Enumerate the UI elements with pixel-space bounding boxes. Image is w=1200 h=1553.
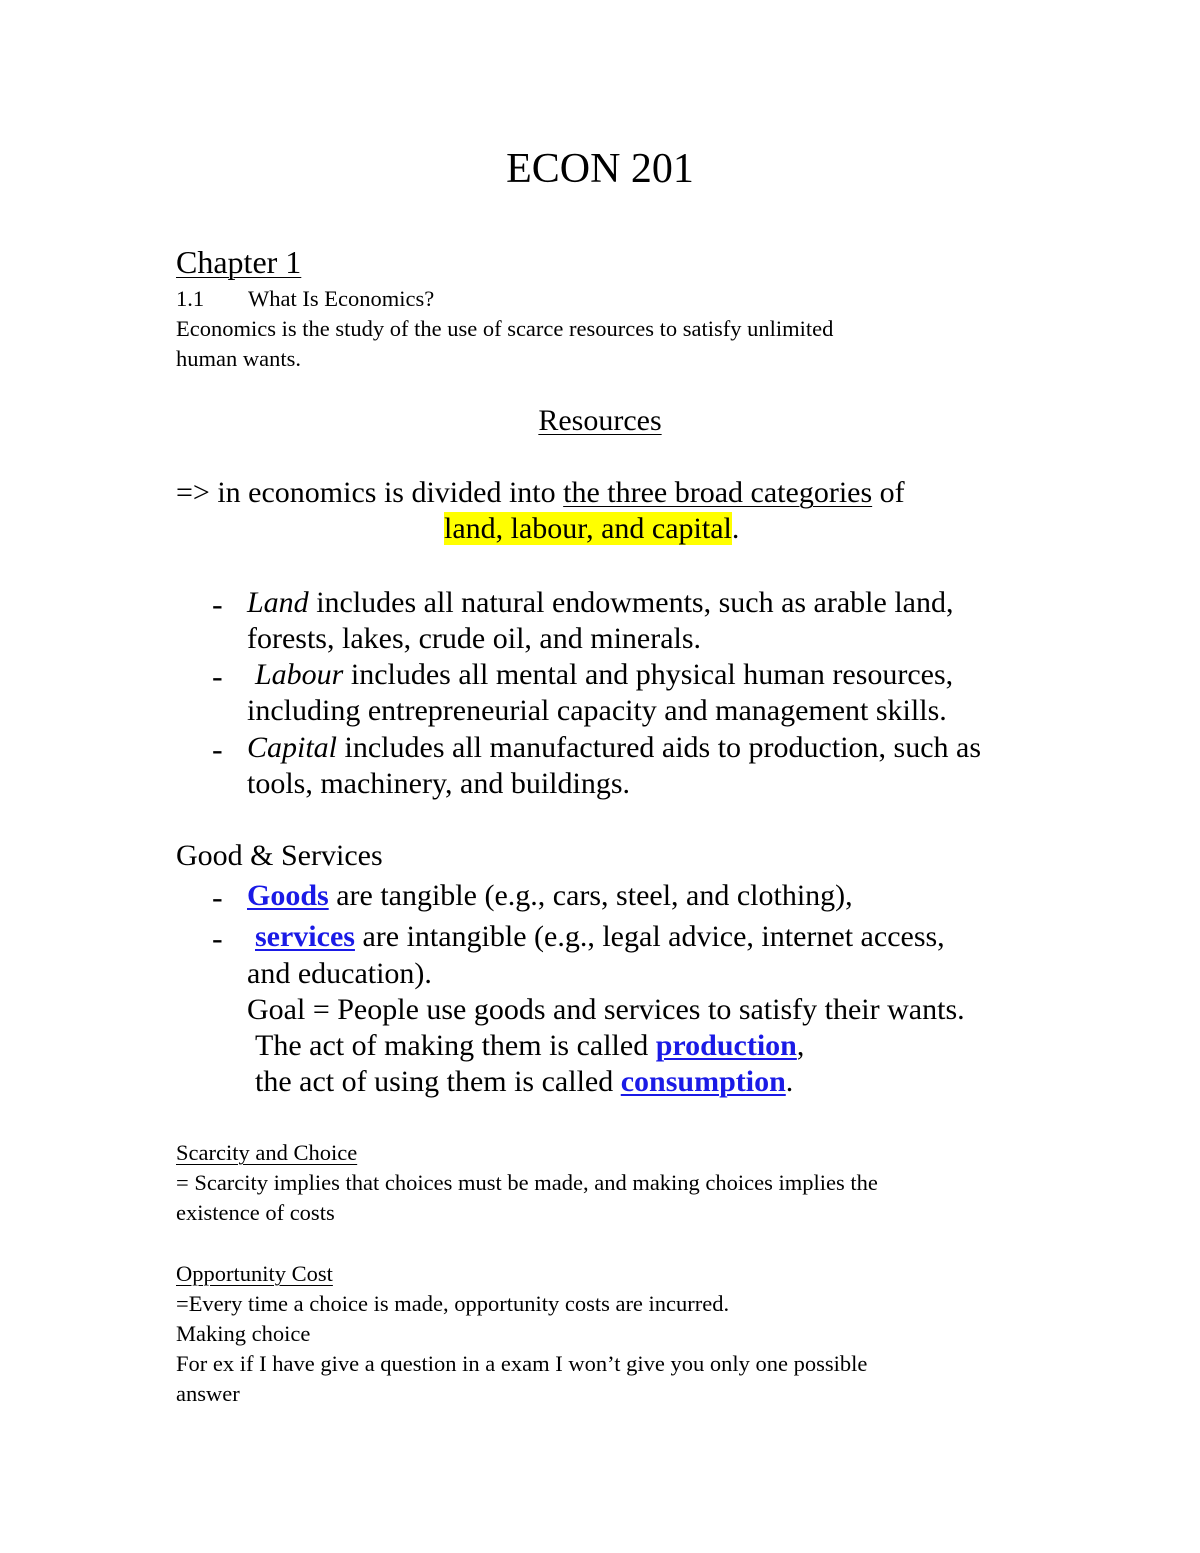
land-term: Land xyxy=(247,586,309,619)
goods-description: are tangible (e.g., cars, steel, and clothing), xyxy=(328,879,853,912)
goal-line: Goal = People use goods and services to satisfy their wants. xyxy=(247,993,965,1026)
resources-intro xyxy=(176,478,905,508)
resources-highlight-line xyxy=(444,514,739,544)
labour-description: includes all mental and physical human resources, xyxy=(343,658,954,691)
capital-item-line1 xyxy=(247,733,981,763)
labour-term: Labour xyxy=(255,658,344,691)
consumption-link[interactable]: consumption xyxy=(620,1065,786,1098)
resources-intro-suffix: of xyxy=(872,476,905,509)
labour-item-line2: including entrepreneurial capacity and management skills. xyxy=(247,694,947,727)
bullet-dash: - xyxy=(212,586,223,622)
goods-link[interactable]: Goods xyxy=(247,879,329,912)
land-item-line1 xyxy=(247,588,953,618)
opportunity-line3: For ex if I have give a question in a exam I won’t give you only one possible xyxy=(176,1351,868,1376)
production-suffix: , xyxy=(796,1029,805,1062)
services-item-line2: and education). xyxy=(247,957,432,990)
section-number: 1.1 xyxy=(176,286,205,311)
bullet-dash: - xyxy=(212,731,223,767)
services-link[interactable]: services xyxy=(255,920,355,953)
bullet-dash: - xyxy=(212,920,223,956)
scarcity-heading: Scarcity and Choice xyxy=(176,1140,358,1165)
opportunity-line1: =Every time a choice is made, opportunity costs are incurred. xyxy=(176,1291,730,1316)
production-link[interactable]: production xyxy=(655,1029,797,1062)
economics-definition-line2: human wants. xyxy=(176,346,301,371)
consumption-line xyxy=(255,1067,793,1097)
consumption-prefix: the act of using them is called xyxy=(255,1065,621,1098)
scarcity-line1: = Scarcity implies that choices must be made, and making choices implies the xyxy=(176,1170,878,1195)
capital-item-line2: tools, machinery, and buildings. xyxy=(247,767,630,800)
opportunity-line2: Making choice xyxy=(176,1321,311,1346)
goods-services-heading: Good & Services xyxy=(176,839,383,872)
capital-description: includes all manufactured aids to production, such as xyxy=(337,731,982,764)
bullet-dash: - xyxy=(212,879,223,915)
opportunity-cost-heading: Opportunity Cost xyxy=(176,1261,333,1286)
economics-definition-line1: Economics is the study of the use of scarce resources to satisfy unlimited xyxy=(176,316,834,341)
resources-heading: Resources xyxy=(538,404,662,437)
services-item xyxy=(255,922,945,952)
opportunity-line4: answer xyxy=(176,1381,240,1406)
land-labour-capital-highlight: land, labour, and capital xyxy=(444,512,732,545)
bullet-dash: - xyxy=(212,658,223,694)
services-description: are intangible (e.g., legal advice, internet access, xyxy=(354,920,945,953)
land-item-line2: forests, lakes, crude oil, and minerals. xyxy=(247,622,702,655)
land-description: includes all natural endowments, such as arable land, xyxy=(308,586,954,619)
page-title: ECON 201 xyxy=(506,146,694,192)
section-title: What Is Economics? xyxy=(248,286,435,311)
labour-item-line1 xyxy=(255,660,953,690)
highlight-period: . xyxy=(731,512,740,545)
three-categories-text: the three broad categories xyxy=(563,476,873,509)
production-prefix: The act of making them is called xyxy=(255,1029,656,1062)
chapter-heading: Chapter 1 xyxy=(176,244,302,280)
consumption-suffix: . xyxy=(785,1065,794,1098)
scarcity-line2: existence of costs xyxy=(176,1200,335,1225)
capital-term: Capital xyxy=(247,731,338,764)
resources-intro-text: => in economics is divided into xyxy=(176,476,564,509)
goods-item xyxy=(247,881,853,911)
production-line xyxy=(255,1031,804,1061)
